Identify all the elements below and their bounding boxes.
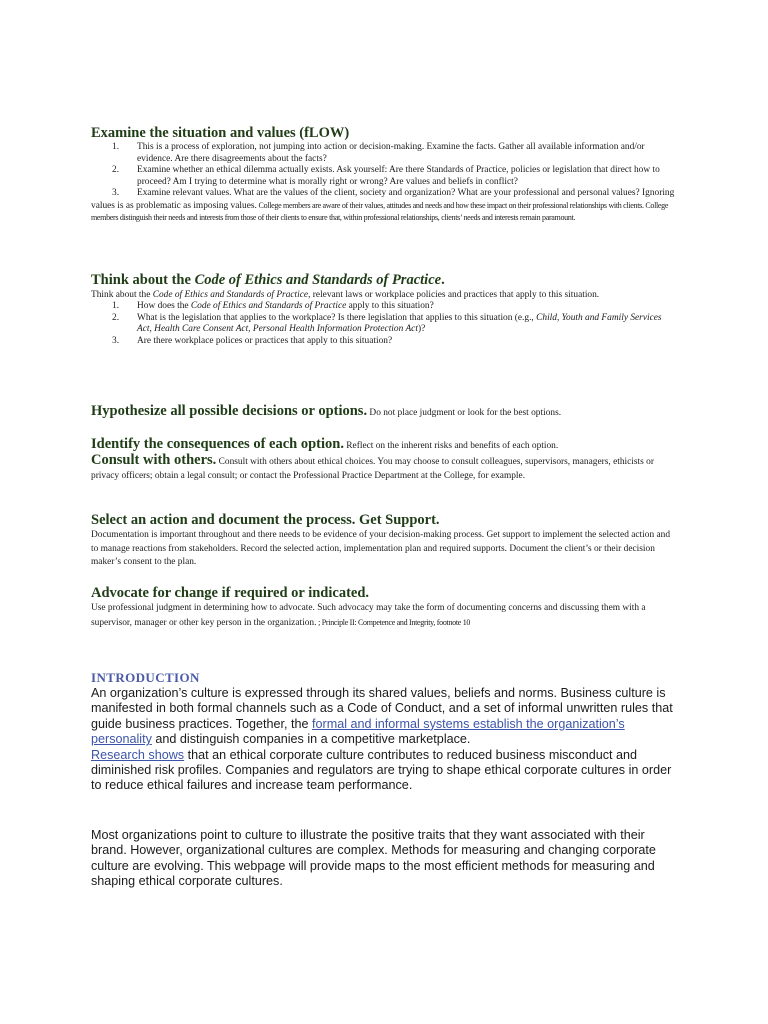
section-examine-list: [91, 142, 676, 225]
introduction-paragraph-2-block: [91, 828, 676, 890]
section-select-heading: Select an action and document the process. Get Support.: [91, 512, 440, 528]
section-code-intro: Think about the Code of Ethics and Standards of Practice, relevant laws or workplace policies and practices that apply to this situation.: [91, 290, 600, 300]
list-item: 1. How does the Code of Ethics and Standards of Practice apply to this situation?: [112, 301, 434, 311]
section-code-list: [91, 301, 676, 347]
research-shows-link[interactable]: Research shows: [91, 747, 185, 762]
introduction-paragraph-1: An organization’s culture is expressed through its shared values, beliefs and norms. Business culture is manifested in both formal channels such as a Code of Conduct, and a set of informal unwritten rules that guide business practices. Together, the formal and informal systems establish the organization’s personality and distinguish companies in a competitive marketplace. Research shows that an ethical corporate culture contributes to reduced business misconduct and diminished risk profiles. Companies and regulators are trying to shape ethical corporate cultures in order to reduce ethical failures and increase team performance.: [91, 686, 673, 793]
section-code-heading: Think about the Code of Ethics and Standards of Practice.: [91, 272, 445, 288]
list-item: 2. Examine whether an ethical dilemma actually exists. Ask yourself: Are there Standards of Practice, policies or legislation that direct how to proceed? Am I trying to determine what is morally right or wrong? Are values and beliefs in conflict?: [112, 165, 660, 187]
section-hypothesize: [91, 402, 561, 422]
section-advocate-text: Use professional judgment in determining how to advocate. Such advocacy may take the form of documenting concerns and discussing them with a supervisor, manager or other key person in the organization. ; Principle II: Competence and Integrity, footnote 10: [91, 603, 646, 628]
introduction-heading: INTRODUCTION: [91, 670, 200, 685]
introduction-section: [91, 670, 676, 794]
list-item: 3. Examine relevant values. What are the values of the client, society and organization? What are your professional and personal values? Ignoring values is as problematic as imposing values. College members are aware of their values, attitudes and needs and how these impact on their professional relationships with clients. College members distinguish their needs and interests from those of their clients to ensure that, within professional relationships, clients’ needs and interests remain paramount.: [91, 188, 675, 222]
list-item: 3. Are there workplace polices or practices that apply to this situation?: [112, 335, 393, 346]
section-consequences-heading: Identify the consequences of each option. Reflect on the inherent risks and benefits of each option.: [91, 436, 559, 452]
section-examine: [91, 124, 676, 225]
section-code-of-ethics: [91, 271, 676, 347]
section-advocate: [91, 584, 676, 630]
introduction-paragraph-2: Most organizations point to culture to illustrate the positive traits that they want associated with their brand. However, organizational cultures are complex. Methods for measuring and changing corporate culture are evolving. This webpage will provide maps to the most efficient methods for measuring and shaping ethical corporate cultures.: [91, 828, 656, 889]
section-select-text: Documentation is important throughout and there needs to be evidence of your decision-making process. Get support to implement the selected action and to manage reactions from stakeholders. Record the selected action, implementation plan and required supports. Document the client’s or their decision maker’s consent to the plan.: [91, 530, 671, 567]
section-advocate-heading: Advocate for change if required or indicated.: [91, 585, 370, 601]
section-examine-heading: Examine the situation and values (fLOW): [91, 125, 350, 141]
section-consult-text: Consult with others. Consult with others about ethical choices. You may choose to consult colleagues, supervisors, managers, ethicists or privacy officers; obtain a legal consult; or contact the Professional Practice Department at the College, for example.: [91, 452, 654, 481]
section-hypothesize-heading: Hypothesize all possible decisions or options. Do not place judgment or look for the best options.: [91, 403, 562, 419]
formal-informal-systems-link[interactable]: formal and informal systems establish the organization’s personality: [91, 716, 625, 747]
section-select-action: [91, 511, 676, 570]
list-item: 2. What is the legislation that applies to the workplace? Is there legislation that applies to this situation (e.g., Child, Youth and Family Services Act, Health Care Consent Act, Personal Health Information Protection Act)?: [112, 312, 662, 334]
section-consult: [91, 454, 676, 483]
list-item: 1. This is a process of exploration, not jumping into action or decision-making. Examine the facts. Gather all available information and/or evidence. Are there disagreements about the facts?: [112, 142, 645, 164]
